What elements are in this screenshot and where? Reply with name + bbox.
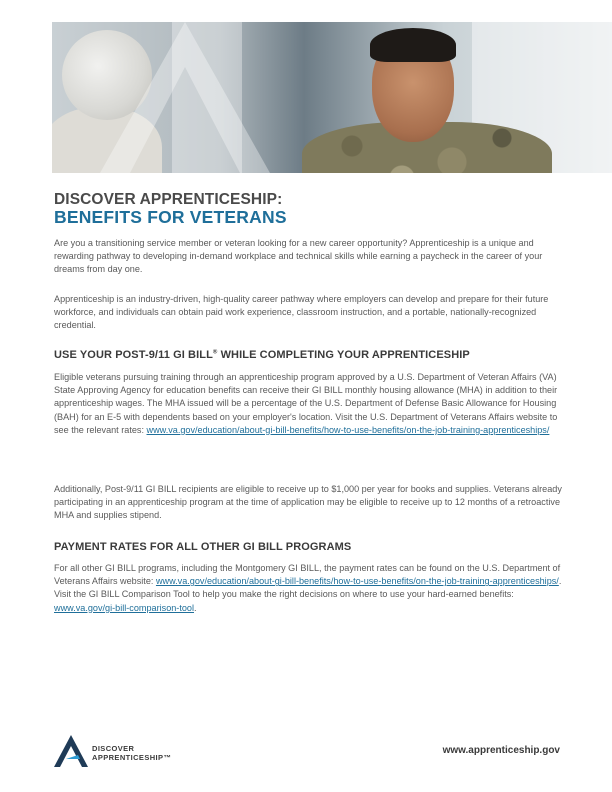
a-logo-watermark-icon xyxy=(100,22,270,173)
a-logo-icon xyxy=(54,733,88,767)
va-ojt-link-2[interactable]: www.va.gov/education/about-gi-bill-benefits/how-to-use-benefits/on-the-job-training-apprenticeships/ xyxy=(155,576,559,587)
intro-paragraph-1: Are you a transitioning service member or veteran looking for a new career opportunity? Apprenticeship is a unique and rewarding pathway to developing in-demand workplace and technical skills while earning a paycheck in the career of your dreams from day one. xyxy=(54,238,543,275)
body-text: . Visit the GI BILL Comparison Tool to help you make the right decisions on where to use your hard-earned benefits: xyxy=(54,576,562,600)
body-text: For all other GI BILL programs, including the Montgomery GI BILL, the payment rates can be found on the U.S. Department of Veterans Affairs website: xyxy=(54,563,561,587)
logo-line-2: APPRENTICESHIP™ xyxy=(92,753,172,762)
payment-rates-paragraph xyxy=(54,562,566,615)
soldier-hair xyxy=(370,28,456,62)
gi-bill-paragraph-2: Additionally, Post-9/11 GI BILL recipients are eligible to receive up to $1,000 per year for books and supplies. Veterans already participating in an apprenticeship program at the time of application may be eligible to receive up to 12 months of a retroactive MHA and supplies stipend. xyxy=(54,484,562,521)
section-heading-gi-bill xyxy=(54,349,470,361)
page-title: BENEFITS FOR VETERANS xyxy=(54,207,287,227)
va-ojt-link[interactable]: www.va.gov/education/about-gi-bill-benefits/how-to-use-benefits/on-the-job-training-apprenticeships/ xyxy=(146,424,550,435)
body-text: . xyxy=(194,602,197,613)
hero-photo xyxy=(52,22,612,173)
heading-text: WHILE COMPLETING YOUR APPRENTICESHIP xyxy=(217,349,470,361)
footer-website[interactable]: www.apprenticeship.gov xyxy=(442,745,560,756)
heading-text: USE YOUR POST-9/11 GI BILL xyxy=(54,349,213,361)
gi-bill-comparison-link[interactable]: www.va.gov/gi-bill-comparison-tool xyxy=(54,602,194,613)
section-heading-payment-rates: PAYMENT RATES FOR ALL OTHER GI BILL PROGRAMS xyxy=(54,541,352,553)
registered-mark: ® xyxy=(212,349,218,356)
intro-paragraph-2: Apprenticeship is an industry-driven, high-quality career pathway where employers can develop and prepare for their future workforce, and individuals can obtain paid work experience, classroom instruction, and a portable, nationally-recognized credential. xyxy=(54,294,549,331)
logo-line-1: DISCOVER xyxy=(92,744,135,753)
gi-bill-paragraph-1 xyxy=(54,371,566,437)
body-text: Eligible veterans pursuing training through an apprenticeship program approved by a U.S. Department of Veteran Affairs (VA) State Approving Agency for education benefits can receive their GI BILL monthly housing allowance (MHA) in addition to their apprenticeship wages. The MHA issued will be a percentage of the U.S. Department of Defense Basic Allowance for Housing (BAH) for an E-5 with dependents based on your employer's location. Visit the U.S. Department of Veterans Affairs website to see the relevant rates: xyxy=(54,372,558,435)
page-eyebrow: DISCOVER APPRENTICESHIP: xyxy=(54,191,283,208)
discover-apprenticeship-logo xyxy=(54,733,204,769)
